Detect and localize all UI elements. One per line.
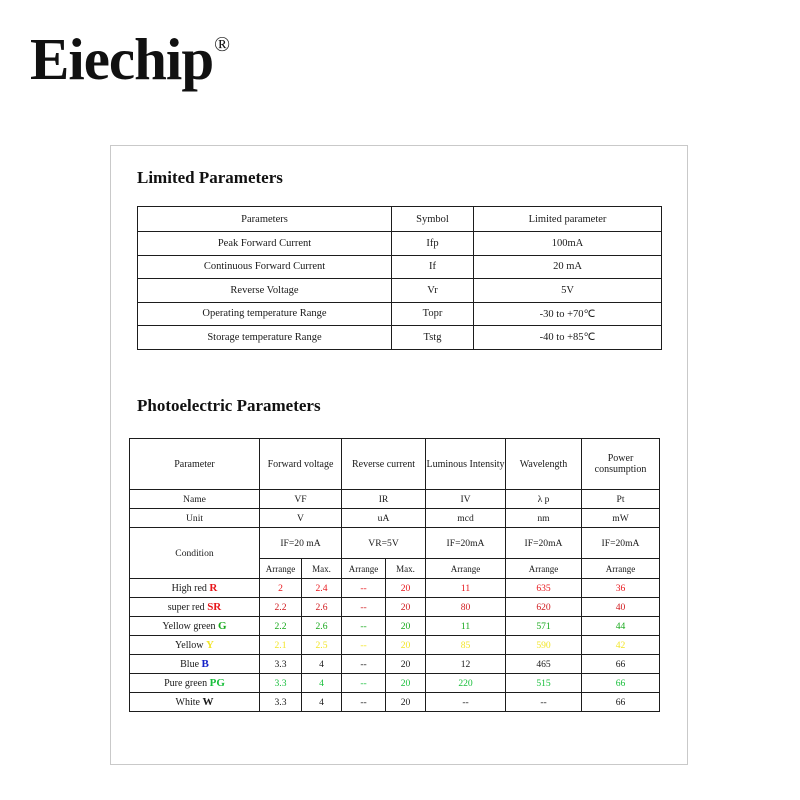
cell-vf-max: 4 — [302, 655, 342, 674]
cell-unit-v: V — [260, 509, 342, 528]
cell-vf-arrange: 2.1 — [260, 636, 302, 655]
cell-wavelength: -- — [506, 693, 582, 712]
brand-logo — [30, 28, 230, 90]
cell-power: 36 — [582, 579, 660, 598]
cell-vf-arrange: 2.2 — [260, 598, 302, 617]
cell-parameter: Peak Forward Current — [138, 232, 392, 256]
led-name-text: Yellow — [175, 640, 204, 651]
table-header-row — [130, 439, 660, 490]
cell-led-name — [130, 693, 260, 712]
cell-condition-power: IF=20mA — [582, 528, 660, 559]
cell-led-name — [130, 598, 260, 617]
column-header-reverse-current: Reverse current — [342, 439, 426, 490]
led-name-text: High red — [171, 583, 207, 594]
column-header: Symbol — [392, 207, 474, 232]
cell-iv: -- — [426, 693, 506, 712]
cell-value: 5V — [474, 279, 662, 303]
cell-condition-vf: IF=20 mA — [260, 528, 342, 559]
table-row — [130, 636, 660, 655]
cell-parameter: Continuous Forward Current — [138, 255, 392, 279]
cell-ir-arrange: -- — [342, 636, 386, 655]
cell-unit-mw: mW — [582, 509, 660, 528]
cell-symbol-vf: VF — [260, 490, 342, 509]
cell-wavelength: 620 — [506, 598, 582, 617]
led-tag: W — [202, 696, 214, 708]
cell-power: 66 — [582, 655, 660, 674]
cell-ir-max: 20 — [386, 598, 426, 617]
column-header-luminous-intensity: Luminous Intensity — [426, 439, 506, 490]
cell-wavelength: 571 — [506, 617, 582, 636]
cell-iv: 11 — [426, 617, 506, 636]
row-label-condition: Condition — [130, 528, 260, 579]
column-header-forward-voltage: Forward voltage — [260, 439, 342, 490]
table-row-name — [130, 490, 660, 509]
table-row — [130, 579, 660, 598]
cell-ir-arrange: -- — [342, 674, 386, 693]
cell-wavelength: 465 — [506, 655, 582, 674]
table-row — [138, 232, 662, 256]
cell-vf-max: 2.6 — [302, 617, 342, 636]
cell-led-name — [130, 617, 260, 636]
cell-condition-iv: IF=20mA — [426, 528, 506, 559]
cell-symbol-pt: Pt — [582, 490, 660, 509]
cell-ir-arrange: -- — [342, 693, 386, 712]
cell-ir-max: 20 — [386, 579, 426, 598]
cell-vf-max: 4 — [302, 674, 342, 693]
cell-led-name — [130, 674, 260, 693]
cell-iv: 220 — [426, 674, 506, 693]
cell-power: 44 — [582, 617, 660, 636]
led-tag: SR — [207, 601, 222, 613]
table-row — [138, 302, 662, 326]
cell-vf-arrange: 3.3 — [260, 693, 302, 712]
led-name-text: Blue — [180, 659, 200, 670]
cell-symbol-iv: IV — [426, 490, 506, 509]
led-tag: B — [201, 658, 209, 670]
cell-symbol: Topr — [392, 302, 474, 326]
table-row — [130, 674, 660, 693]
table-row-unit — [130, 509, 660, 528]
cell-power: 42 — [582, 636, 660, 655]
photoelectric-parameters-title: Photoelectric Parameters — [137, 396, 321, 415]
cell-vf-max: 2.6 — [302, 598, 342, 617]
cell-unit-ua: uA — [342, 509, 426, 528]
led-name-text: Pure green — [164, 678, 208, 689]
cell-iv: 12 — [426, 655, 506, 674]
led-name-text: super red — [167, 602, 205, 613]
cell-symbol: Tstg — [392, 326, 474, 350]
cell-vf-max: 2.4 — [302, 579, 342, 598]
cell-unit-mcd: mcd — [426, 509, 506, 528]
cell-ir-arrange: -- — [342, 579, 386, 598]
row-label-unit: Unit — [130, 509, 260, 528]
cell-led-name — [130, 655, 260, 674]
cell-value: -30 to +70℃ — [474, 302, 662, 326]
cell-value: -40 to +85℃ — [474, 326, 662, 350]
cell-ir-arrange: -- — [342, 598, 386, 617]
cell-wavelength: 590 — [506, 636, 582, 655]
subheader-arrange: Arrange — [342, 559, 386, 579]
table-header-row — [138, 207, 662, 232]
cell-ir-arrange: -- — [342, 655, 386, 674]
cell-iv: 85 — [426, 636, 506, 655]
cell-iv: 80 — [426, 598, 506, 617]
cell-led-name — [130, 636, 260, 655]
cell-parameter: Operating temperature Range — [138, 302, 392, 326]
table-row — [130, 598, 660, 617]
subheader-arrange: Arrange — [582, 559, 660, 579]
subheader-max: Max. — [386, 559, 426, 579]
cell-wavelength: 515 — [506, 674, 582, 693]
cell-iv: 11 — [426, 579, 506, 598]
led-name-text: Yellow green — [162, 621, 216, 632]
cell-value: 100mA — [474, 232, 662, 256]
cell-vf-arrange: 3.3 — [260, 674, 302, 693]
table-row — [130, 655, 660, 674]
logo-wordmark: Eiechip — [30, 26, 214, 92]
table-row — [138, 326, 662, 350]
row-label-name: Name — [130, 490, 260, 509]
subheader-arrange: Arrange — [426, 559, 506, 579]
cell-condition-wavelength: IF=20mA — [506, 528, 582, 559]
cell-ir-max: 20 — [386, 636, 426, 655]
cell-ir-max: 20 — [386, 617, 426, 636]
table-row — [138, 279, 662, 303]
cell-condition-ir: VR=5V — [342, 528, 426, 559]
subheader-max: Max. — [302, 559, 342, 579]
subheader-arrange: Arrange — [260, 559, 302, 579]
cell-parameter: Storage temperature Range — [138, 326, 392, 350]
cell-vf-max: 2.5 — [302, 636, 342, 655]
column-header: Limited parameter — [474, 207, 662, 232]
cell-led-name — [130, 579, 260, 598]
table-row — [130, 617, 660, 636]
cell-power: 66 — [582, 674, 660, 693]
led-tag: G — [218, 620, 227, 632]
cell-value: 20 mA — [474, 255, 662, 279]
cell-symbol-lambda: λ p — [506, 490, 582, 509]
cell-parameter: Reverse Voltage — [138, 279, 392, 303]
limited-parameters-title: Limited Parameters — [137, 168, 283, 187]
cell-power: 40 — [582, 598, 660, 617]
subheader-arrange: Arrange — [506, 559, 582, 579]
cell-vf-arrange: 2.2 — [260, 617, 302, 636]
cell-power: 66 — [582, 693, 660, 712]
cell-vf-max: 4 — [302, 693, 342, 712]
cell-symbol: Ifp — [392, 232, 474, 256]
led-tag: Y — [205, 639, 214, 651]
column-header-wavelength: Wavelength — [506, 439, 582, 490]
led-name-text: White — [175, 697, 200, 708]
registered-trademark-icon: ® — [214, 32, 231, 56]
limited-parameters-table — [137, 206, 662, 350]
table-row — [138, 255, 662, 279]
content-frame — [110, 145, 688, 765]
cell-symbol: If — [392, 255, 474, 279]
table-row — [130, 693, 660, 712]
column-header-parameter: Parameter — [130, 439, 260, 490]
cell-ir-max: 20 — [386, 655, 426, 674]
cell-ir-max: 20 — [386, 693, 426, 712]
column-header: Parameters — [138, 207, 392, 232]
cell-ir-max: 20 — [386, 674, 426, 693]
led-tag: PG — [209, 677, 225, 689]
photoelectric-parameters-table — [129, 438, 660, 712]
cell-vf-arrange: 2 — [260, 579, 302, 598]
cell-unit-nm: nm — [506, 509, 582, 528]
cell-wavelength: 635 — [506, 579, 582, 598]
cell-ir-arrange: -- — [342, 617, 386, 636]
cell-vf-arrange: 3.3 — [260, 655, 302, 674]
column-header-power-consumption: Power consumption — [582, 439, 660, 490]
table-row-condition — [130, 528, 660, 559]
led-tag: R — [209, 582, 218, 594]
cell-symbol: Vr — [392, 279, 474, 303]
cell-symbol-ir: IR — [342, 490, 426, 509]
